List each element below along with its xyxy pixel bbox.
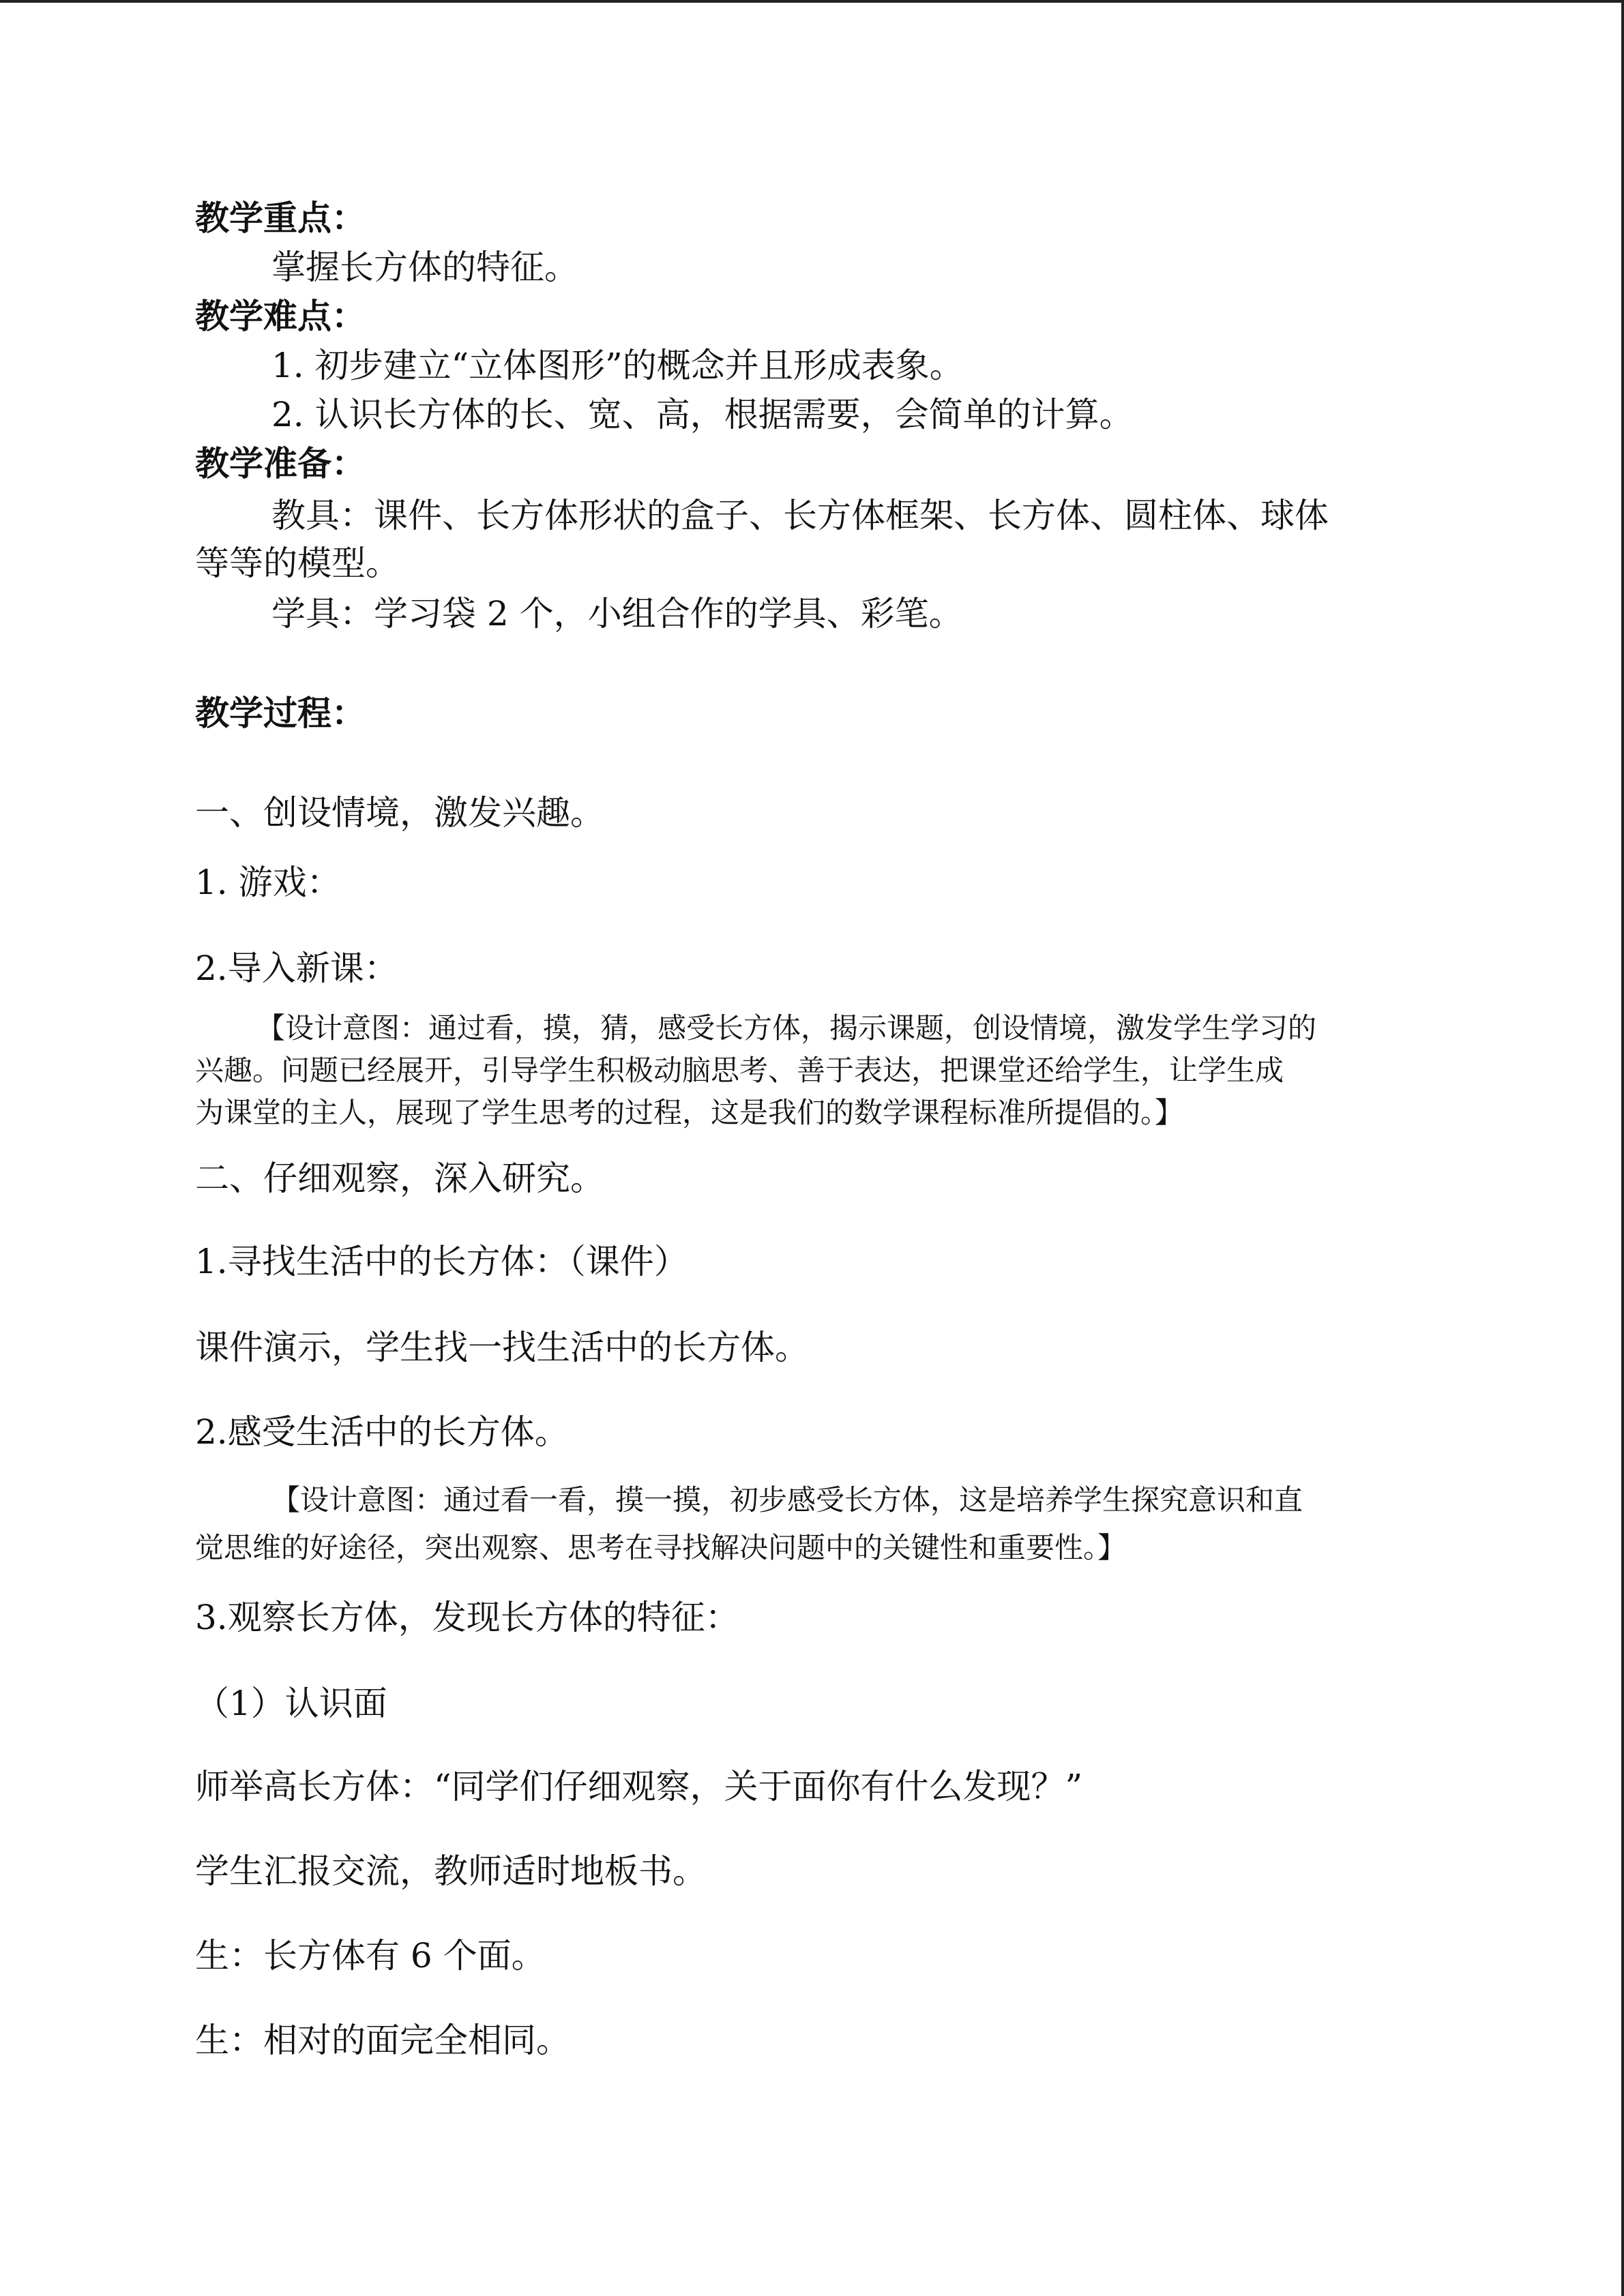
student-answer-2: 生：相对的面完全相同。 [195,2021,570,2060]
section-1-item-2: 2.导入新课： [195,949,398,988]
key-points-heading: 教学重点： [195,198,366,238]
design-note-1-line-1: 【设计意图：通过看，摸，猜，感受长方体，揭示课题，创设情境，激发学生学习的 [256,1011,1317,1045]
section-2-item-1-body: 课件演示，学生找一找生活中的长方体。 [195,1328,809,1367]
section-1-title: 一、创设情境，激发兴趣。 [195,793,604,833]
section-1-item-1: 1. 游戏： [195,863,341,902]
key-points-text: 掌握长方体的特征。 [271,248,578,287]
design-note-1-line-3: 为课堂的主人，展现了学生思考的过程，这是我们的数学课程标准所提倡的。】 [195,1096,1184,1129]
section-2-item-3: 3.观察长方体，发现长方体的特征： [195,1598,739,1637]
difficulty-item-1: 1. 初步建立“立体图形”的概念并且形成表象。 [271,346,964,385]
preparation-heading: 教学准备： [195,443,366,483]
teacher-question: 师举高长方体：“同学们仔细观察，关于面你有什么发现？” [195,1767,1083,1806]
process-heading: 教学过程： [195,693,366,733]
difficulty-item-2: 2. 认识长方体的长、宽、高，根据需要，会简单的计算。 [271,395,1134,434]
difficulties-heading: 教学难点： [195,296,366,336]
design-note-2-line-2: 觉思维的好途径，突出观察、思考在寻找解决问题中的关键性和重要性。】 [195,1531,1127,1564]
design-note-1-line-2: 兴趣。问题已经展开，引导学生积极动脑思考、善于表达，把课堂还给学生，让学生成 [195,1054,1284,1087]
design-note-2-line-1: 【设计意图：通过看一看，摸一摸，初步感受长方体，这是培养学生探究意识和直 [271,1483,1303,1517]
student-tools: 学具：学习袋 2 个，小组合作的学具、彩笔。 [271,594,963,633]
teacher-tools-line-1: 教具：课件、长方体形状的盒子、长方体框架、长方体、圆柱体、球体 [271,496,1329,535]
student-report: 学生汇报交流，教师适时地板书。 [195,1851,707,1891]
section-2-sub-item-1: （1）认识面 [195,1684,387,1723]
section-2-title: 二、仔细观察，深入研究。 [195,1159,604,1198]
page-right-border [1621,0,1624,2296]
page-top-border [0,0,1624,3]
student-answer-1: 生：长方体有 6 个面。 [195,1936,546,1976]
section-2-item-2: 2.感受生活中的长方体。 [195,1412,569,1452]
section-2-item-1: 1.寻找生活中的长方体：（课件） [195,1242,688,1281]
teacher-tools-line-2: 等等的模型。 [195,543,400,583]
